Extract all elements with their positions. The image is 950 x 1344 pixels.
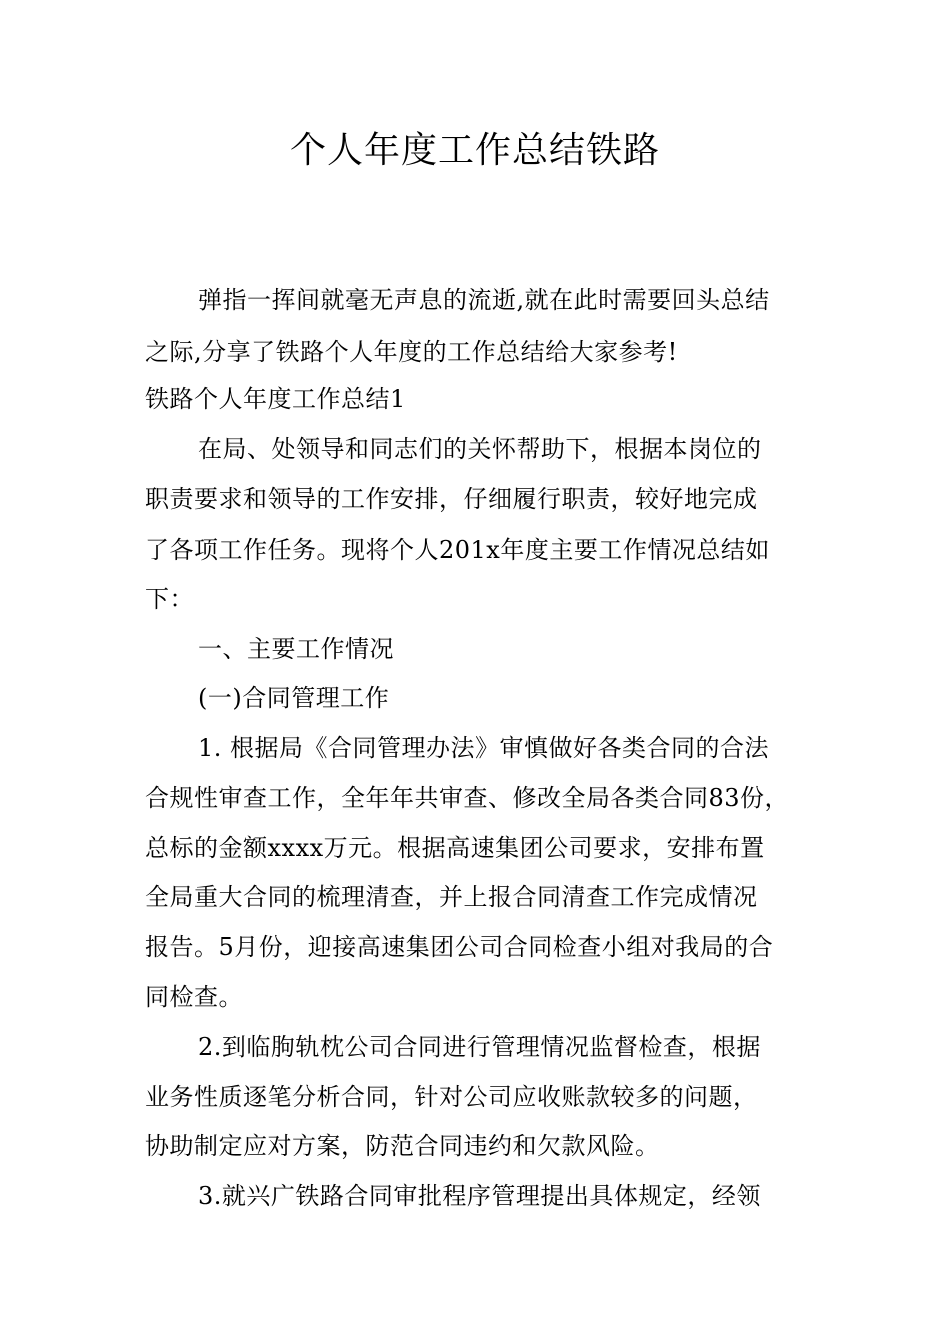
paragraph-line: 全局重大合同的梳理清查，并上报合同清查工作完成情况 xyxy=(145,883,758,911)
paragraph-line: 业务性质逐笔分析合同，针对公司应收账款较多的问题， xyxy=(145,1083,758,1111)
section-heading: 一、主要工作情况 xyxy=(198,635,394,663)
paragraph-line: 3.就兴广铁路合同审批程序管理提出具体规定，经领 xyxy=(198,1182,761,1210)
paragraph-line: 报告。5月份，迎接高速集团公司合同检查小组对我局的合 xyxy=(145,933,774,961)
paragraph-line: 总标的金额xxxx万元。根据高速集团公司要求，安排布置 xyxy=(145,834,765,862)
paragraph-line: 同检查。 xyxy=(145,983,243,1011)
paragraph-line: 之际,分享了铁路个人年度的工作总结给大家参考! xyxy=(145,338,678,366)
paragraph-line: 2.到临朐轨枕公司合同进行管理情况监督检查，根据 xyxy=(198,1033,761,1061)
paragraph-line: 职责要求和领导的工作安排，仔细履行职责，较好地完成 xyxy=(145,485,758,513)
paragraph-line: 下： xyxy=(145,585,194,613)
document-title: 个人年度工作总结铁路 xyxy=(289,130,660,171)
section-heading: 铁路个人年度工作总结1 xyxy=(145,385,406,413)
paragraph-line: 了各项工作任务。现将个人201x年度主要工作情况总结如 xyxy=(145,536,770,564)
paragraph-line: 在局、处领导和同志们的关怀帮助下，根据本岗位的 xyxy=(198,435,762,463)
paragraph-line: 协助制定应对方案，防范合同违约和欠款风险。 xyxy=(145,1132,660,1160)
paragraph-line: 1. 根据局《合同管理办法》审慎做好各类合同的合法 xyxy=(198,734,770,762)
paragraph-line: 弹指一挥间就毫无声息的流逝,就在此时需要回头总结 xyxy=(198,286,770,314)
paragraph-line: 合规性审查工作，全年年共审查、修改全局各类合同83份， xyxy=(145,784,790,812)
subsection-heading: (一)合同管理工作 xyxy=(198,684,390,712)
